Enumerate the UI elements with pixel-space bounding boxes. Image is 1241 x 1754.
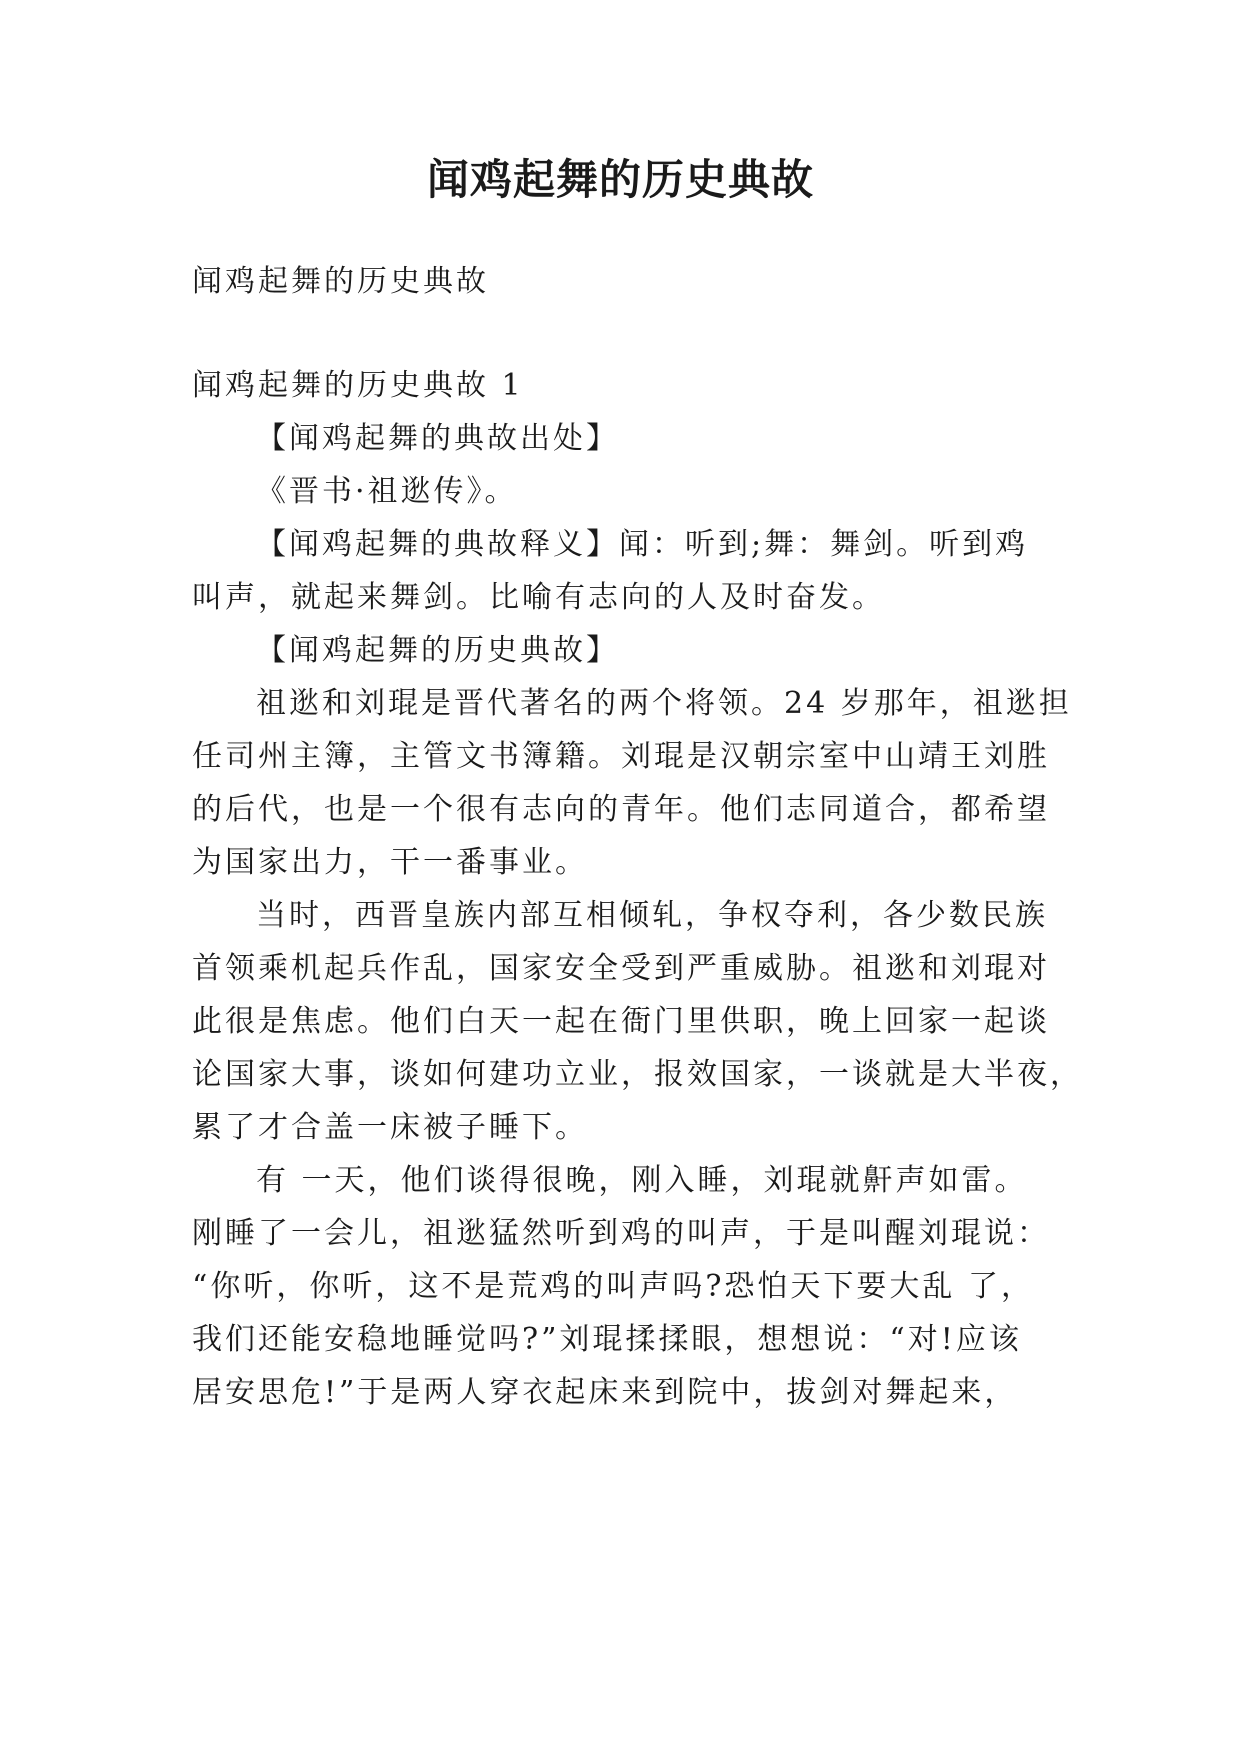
paragraph-line: 首领乘机起兵作乱，国家安全受到严重威胁。祖逖和刘琨对 — [192, 951, 1050, 986]
paragraph-line: 居安思危!”于是两人穿衣起床来到院中，拔剑对舞起来， — [192, 1375, 1018, 1410]
paragraph-line: 【闻鸡起舞的典故释义】闻：听到;舞：舞剑。听到鸡 — [256, 527, 1029, 562]
source-text: 《晋书·祖逖传》。 — [256, 474, 518, 509]
paragraph-line: 刚睡了一会儿，祖逖猛然听到鸡的叫声，于是叫醒刘琨说： — [192, 1216, 1050, 1251]
document-title: 闻鸡起舞的历史典故 — [426, 155, 814, 204]
paragraph-line: 此很是焦虑。他们白天一起在衙门里供职，晚上回家一起谈 — [192, 1004, 1050, 1039]
paragraph-line: 论国家大事，谈如何建功立业，报效国家，一谈就是大半夜， — [192, 1057, 1083, 1092]
document-subtitle: 闻鸡起舞的历史典故 — [192, 264, 489, 299]
paragraph-line: “你听，你听，这不是荒鸡的叫声吗?恐怕天下要大乱 了， — [192, 1269, 1034, 1304]
paragraph-line: 为国家出力，干一番事业。 — [192, 845, 588, 880]
paragraph-line: 任司州主簿，主管文书簿籍。刘琨是汉朝宗室中山靖王刘胜 — [192, 739, 1050, 774]
paragraph-line: 有 一天，他们谈得很晚，刚入睡，刘琨就鼾声如雷。 — [256, 1163, 1028, 1198]
paragraph-line: 的后代，也是一个很有志向的青年。他们志同道合，都希望 — [192, 792, 1050, 827]
paragraph-line: 我们还能安稳地睡觉吗?”刘琨揉揉眼，想想说：“对!应该 — [192, 1322, 1022, 1357]
heading-story: 【闻鸡起舞的历史典故】 — [256, 633, 619, 668]
paragraph-line: 祖逖和刘琨是晋代著名的两个将领。24 岁那年，祖逖担 — [256, 686, 1072, 721]
paragraph-line: 累了才合盖一床被子睡下。 — [192, 1110, 588, 1145]
paragraph-line: 叫声，就起来舞剑。比喻有志向的人及时奋发。 — [192, 580, 885, 615]
paragraph-line: 当时，西晋皇族内部互相倾轧，争权夺利，各少数民族 — [256, 898, 1048, 933]
heading-source: 【闻鸡起舞的典故出处】 — [256, 421, 619, 456]
section-heading: 闻鸡起舞的历史典故 1 — [192, 368, 524, 403]
